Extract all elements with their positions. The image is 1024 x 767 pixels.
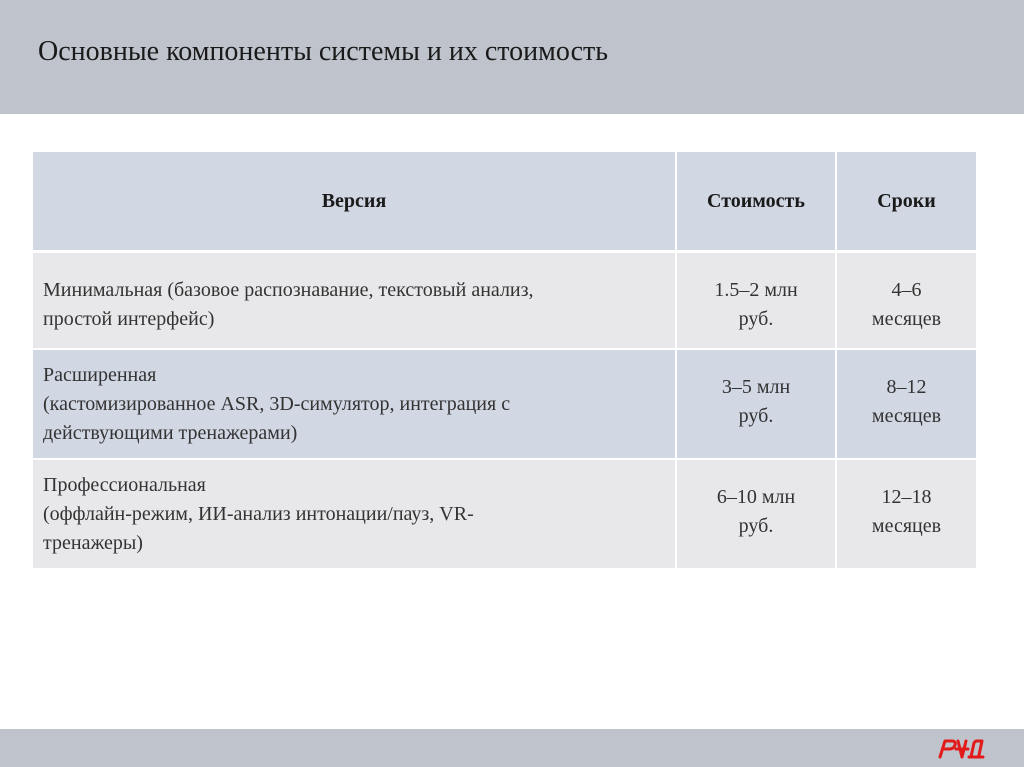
term-cell [836,252,976,350]
cost-cell [676,252,836,350]
rzd-logo-icon [936,735,986,761]
cost-text: 6–10 млн [716,486,796,508]
cost-text: руб. [738,308,774,330]
version-cell [33,349,676,459]
footer-band [0,729,1024,767]
header-term: Сроки [836,152,976,252]
version-text: действующими тренажерами) [43,422,298,444]
table-row [33,252,976,350]
version-text: тренажеры) [43,532,143,554]
term-cell [836,349,976,459]
version-text: Расширенная [43,364,157,386]
table-row [33,459,976,569]
version-text: Профессиональная [43,474,206,496]
term-text: месяцев [871,308,942,330]
cost-cell [676,349,836,459]
header-band [0,0,1024,114]
version-text: (оффлайн-режим, ИИ-анализ интонации/пауз, VR- [43,503,474,525]
term-cell [836,459,976,569]
table-row [33,349,976,459]
table-header-row [33,152,976,252]
term-text: месяцев [871,515,942,537]
components-table [33,152,976,570]
version-text: (кастомизированное ASR, 3D-симулятор, интеграция с [43,393,511,415]
term-text: 12–18 [881,486,932,508]
cost-text: 3–5 млн [721,376,791,398]
header-version: Версия [33,152,676,252]
cost-text: 1.5–2 млн [714,279,798,301]
version-cell [33,459,676,569]
version-text: простой интерфейс) [43,308,215,330]
version-text: Минимальная (базовое распознавание, текстовый анализ, [43,279,534,301]
term-text: месяцев [871,405,942,427]
cost-cell [676,459,836,569]
version-cell [33,252,676,350]
term-text: 8–12 [886,376,927,398]
slide-title: Основные компоненты системы и их стоимость [38,36,609,67]
cost-text: руб. [738,515,774,537]
cost-text: руб. [738,405,774,427]
term-text: 4–6 [891,279,922,301]
header-cost: Стоимость [676,152,836,252]
